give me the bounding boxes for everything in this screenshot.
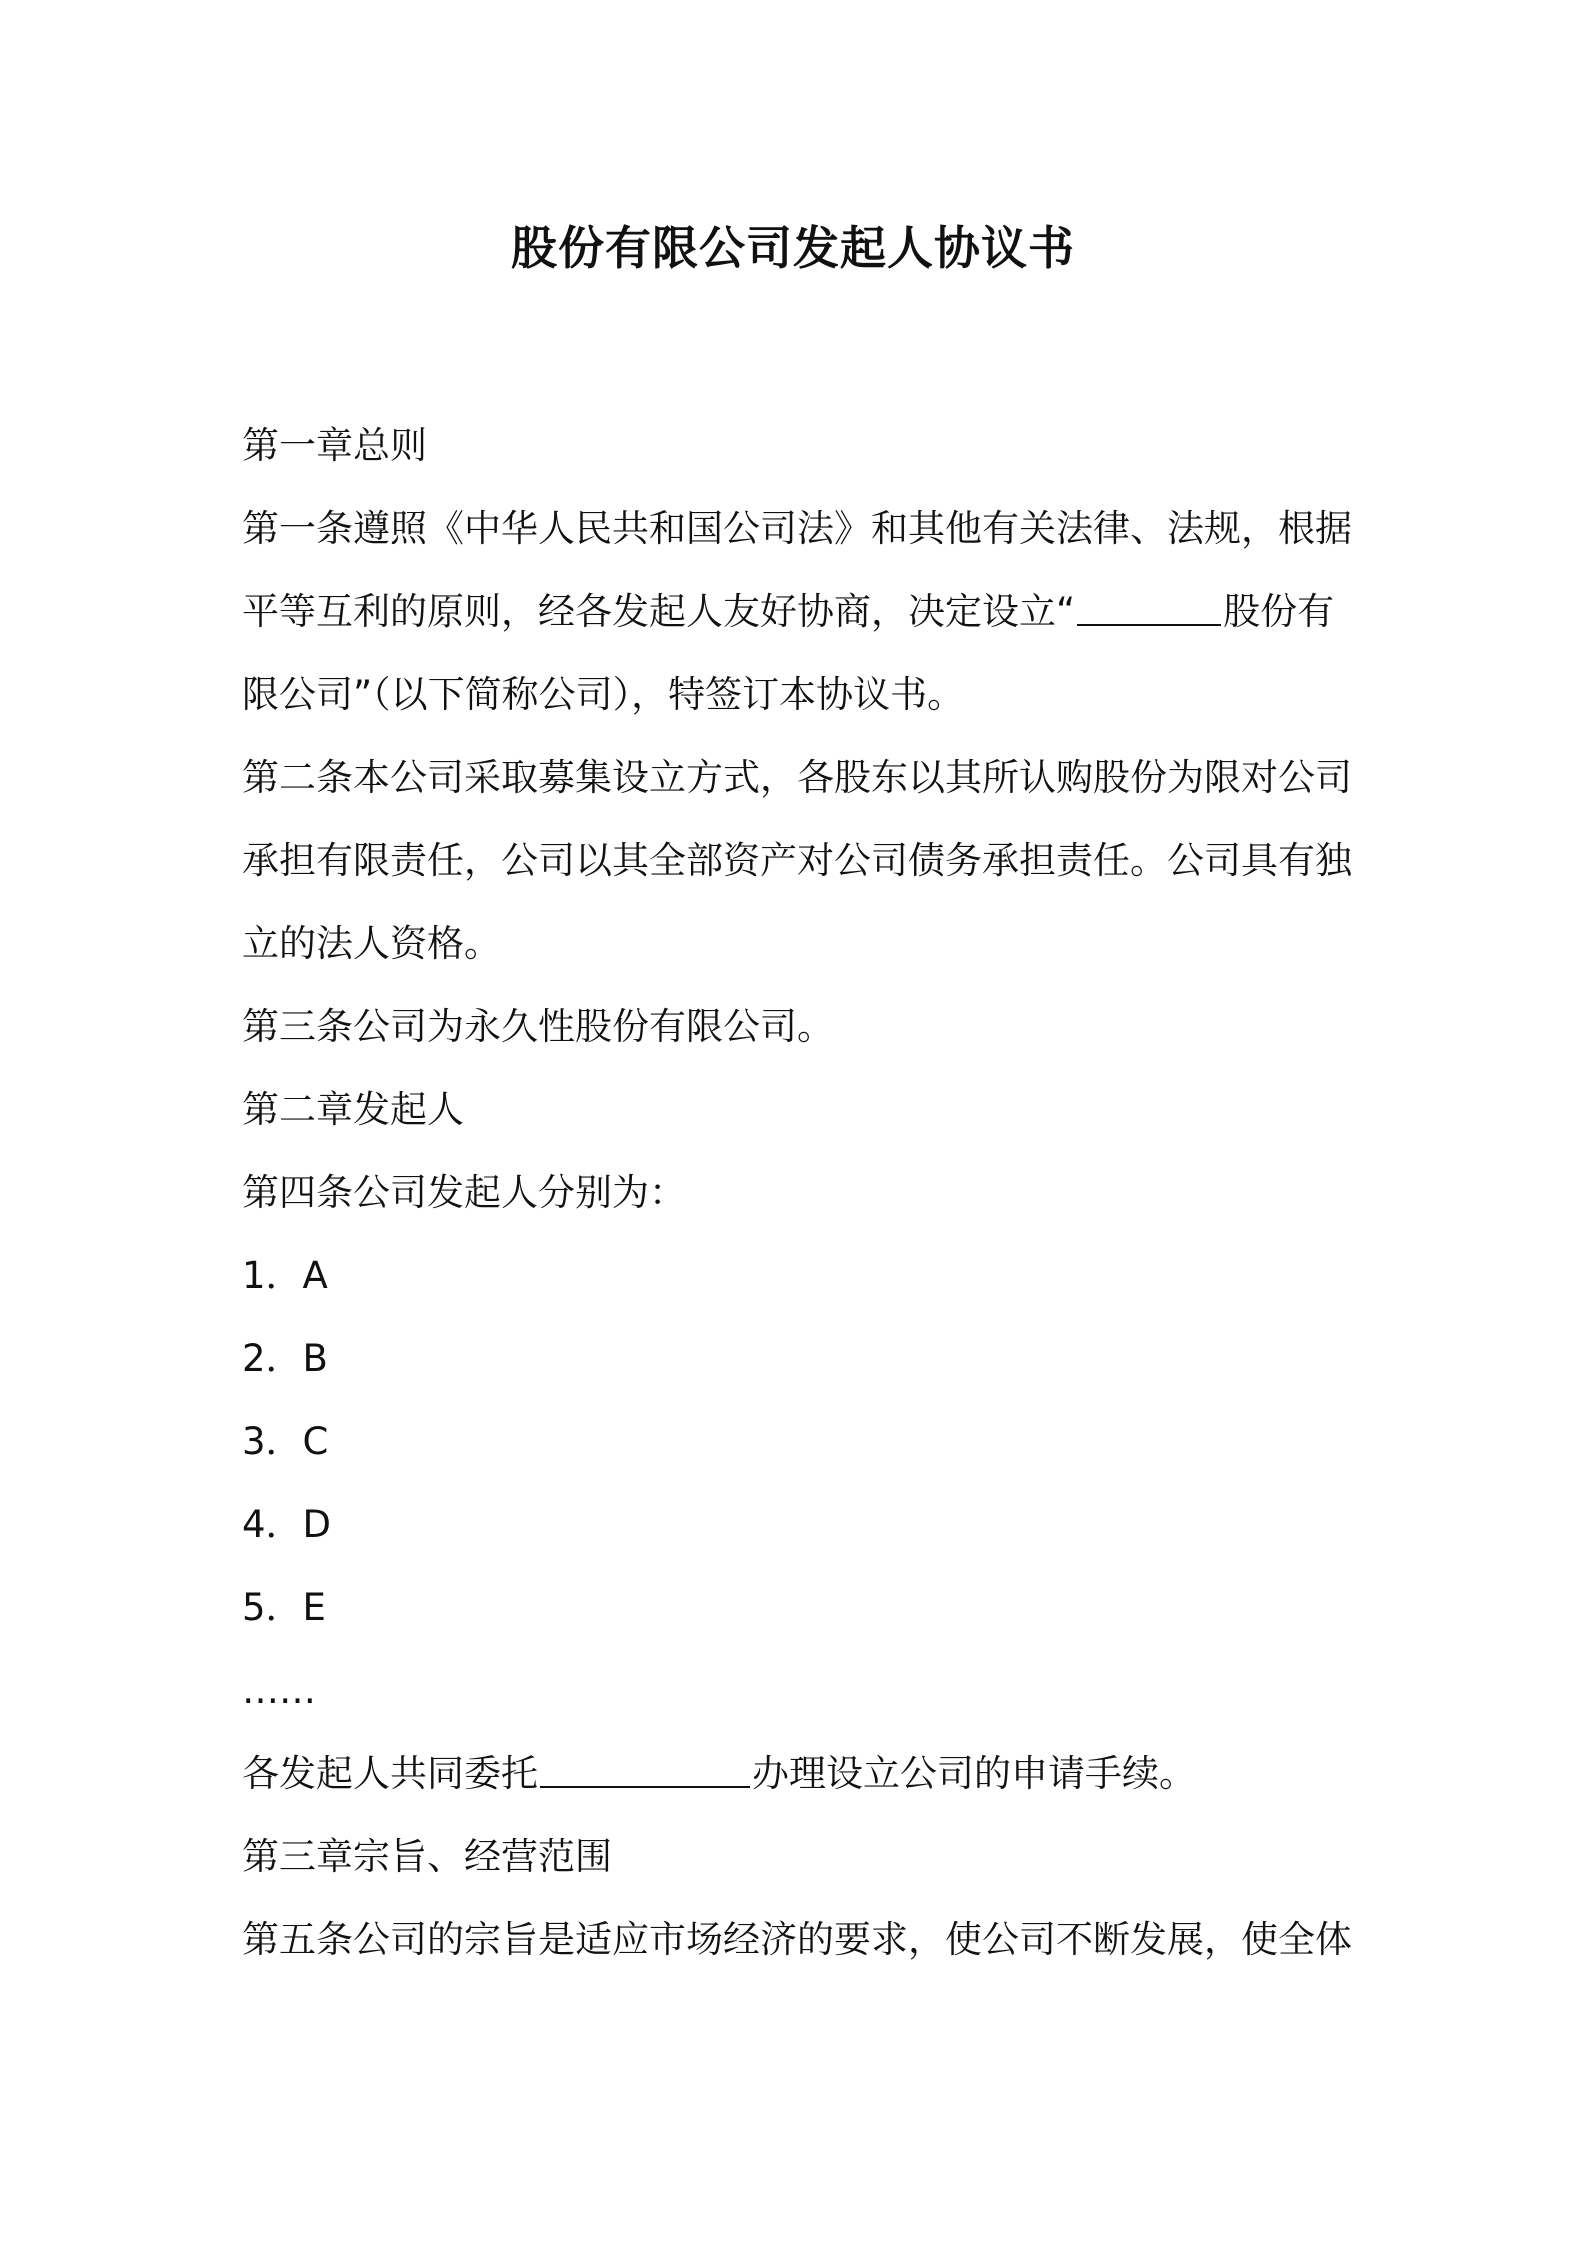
chapter-heading-3: 第三章宗旨、经营范围	[242, 1835, 612, 1878]
document-body	[242, 404, 1352, 1981]
article-2-line-1: 第二条本公司采取募集设立方式，各股东以其所认购股份为限对公司	[242, 756, 1352, 799]
article-4: 第四条公司发起人分别为：	[242, 1171, 686, 1214]
article-1-line-2-text-b: 股份有	[1223, 590, 1335, 633]
article-1-line-2-text-a: 平等互利的原则，经各发起人友好协商，决定设立“	[242, 590, 1076, 633]
agent-name-blank	[540, 1756, 750, 1788]
article-3: 第三条公司为永久性股份有限公司。	[242, 1005, 834, 1048]
promoter-item: 5．E	[242, 1586, 326, 1629]
document-title: 股份有限公司发起人协议书	[511, 221, 1075, 275]
promoter-item: 2．B	[242, 1337, 328, 1380]
ellipsis: ……	[242, 1669, 316, 1712]
article-2-line-2: 承担有限责任，公司以其全部资产对公司债务承担责任。公司具有独	[242, 839, 1352, 882]
chapter-heading-1: 第一章总则	[242, 424, 427, 467]
article-1-line-1: 第一条遵照《中华人民共和国公司法》和其他有关法律、法规，根据	[242, 507, 1352, 550]
article-2-line-3: 立的法人资格。	[242, 922, 501, 965]
entrust-text-b: 办理设立公司的申请手续。	[752, 1752, 1196, 1795]
article-1-line-2	[242, 570, 1352, 653]
promoter-item: 4．D	[242, 1503, 332, 1546]
promoter-item: 3．C	[242, 1420, 329, 1463]
company-name-blank	[1077, 594, 1221, 626]
entrust-line	[242, 1732, 1352, 1815]
chapter-heading-2: 第二章发起人	[242, 1088, 464, 1131]
article-1-line-3: 限公司”（以下简称公司），特签订本协议书。	[242, 673, 965, 716]
article-5-line-1: 第五条公司的宗旨是适应市场经济的要求，使公司不断发展，使全体	[242, 1918, 1352, 1961]
entrust-text-a: 各发起人共同委托	[242, 1752, 538, 1795]
promoter-item: 1．A	[242, 1254, 328, 1297]
